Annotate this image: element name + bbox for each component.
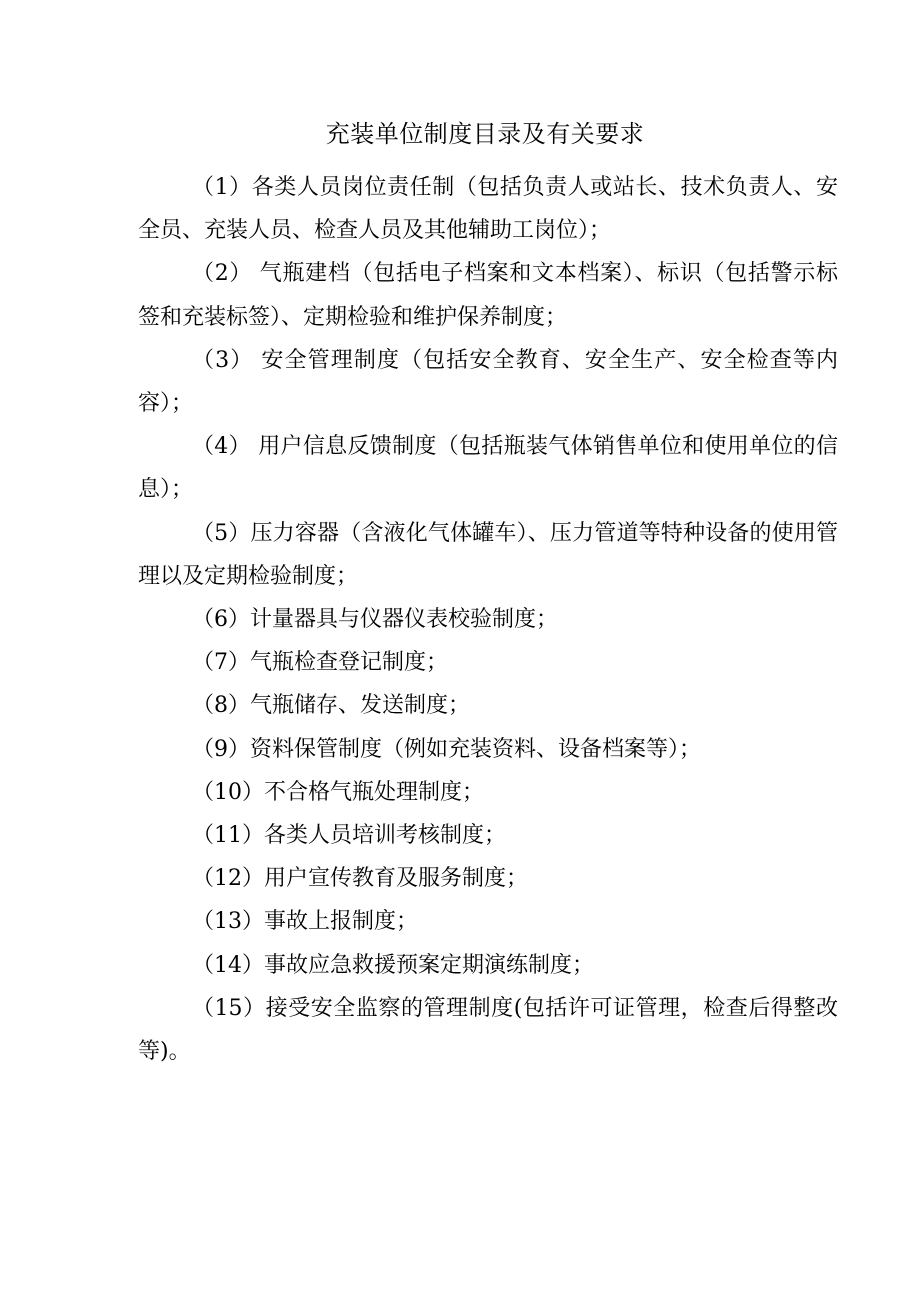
document-title: 充装单位制度目录及有关要求 (325, 120, 645, 148)
document-body (138, 166, 838, 1073)
list-item-2: （2） 气瓶建档（包括电子档案和文本档案）、标识（包括警示标签和充装标签）、定期检验和维护保养制度； (138, 261, 838, 330)
list-item-15: （15）接受安全监察的管理制度(包括许可证管理，检查后得整改等)。 (138, 995, 838, 1065)
list-item-4: （4） 用户信息反馈制度（包括瓶装气体销售单位和使用单位的信息）； (138, 434, 838, 503)
list-item-9: （9）资料保管制度（例如充装资料、设备档案等）； (192, 736, 701, 762)
list-item-7: （7）气瓶检查登记制度； (192, 650, 448, 676)
list-item-5: （5）压力容器（含液化气体罐车）、压力管道等特种设备的使用管理以及定期检验制度； (138, 520, 838, 589)
list-item-6: （6）计量器具与仪器仪表校验制度； (192, 607, 558, 633)
list-item-1: （1）各类人员岗位责任制（包括负责人或站长、技术负责人、安全员、充装人员、检查人员及其他辅助工岗位）； (138, 175, 838, 244)
list-item-11: （11）各类人员培训考核制度； (192, 823, 506, 849)
list-item-3: （3） 安全管理制度（包括安全教育、安全生产、安全检查等内容）； (138, 347, 838, 417)
list-item-13: （13）事故上报制度； (192, 909, 418, 935)
list-item-14: （14）事故应急救援预案定期演练制度； (192, 952, 594, 978)
list-item-10: （10）不合格气瓶处理制度； (192, 779, 484, 805)
list-item-12: （12）用户宣传教育及服务制度； (192, 866, 528, 892)
list-item-8: （8）气瓶储存、发送制度； (192, 693, 470, 719)
